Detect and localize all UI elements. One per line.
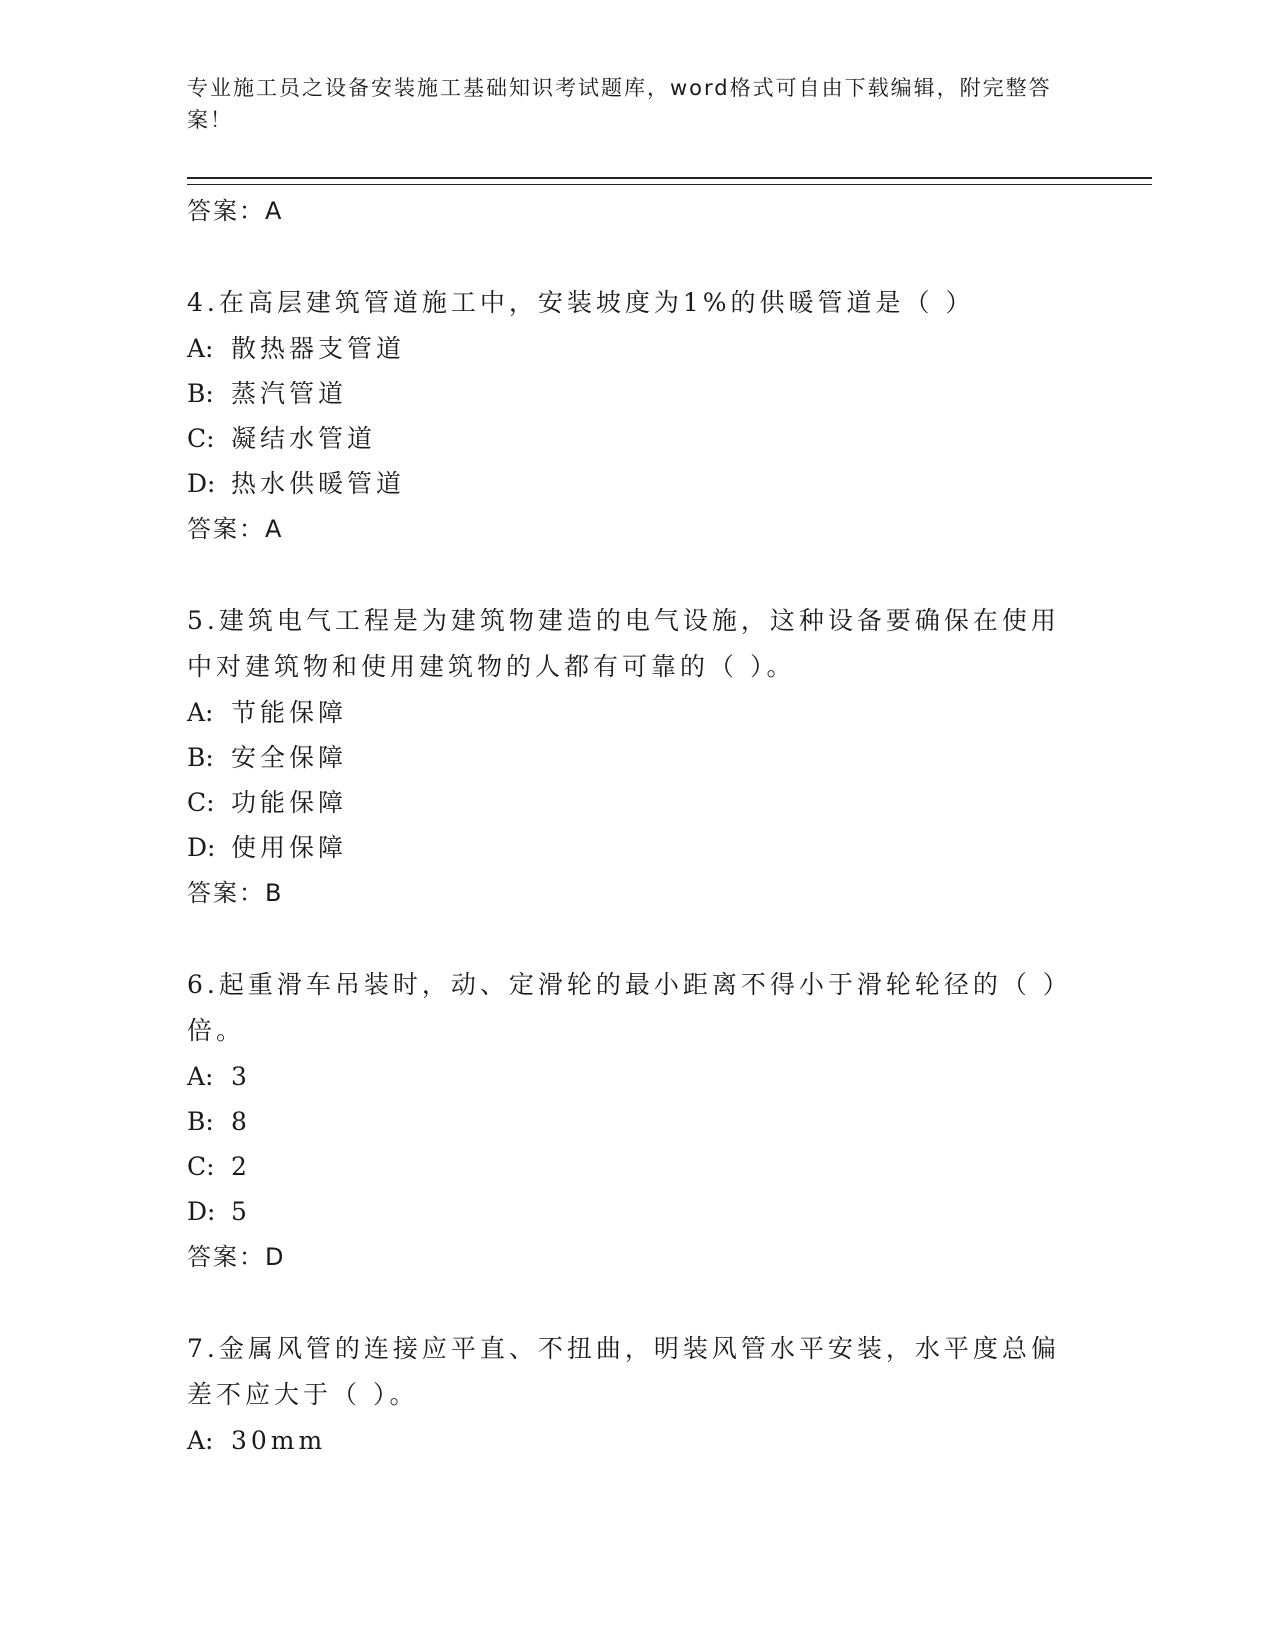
option-letter: D: bbox=[187, 833, 216, 862]
question-item bbox=[187, 598, 1067, 916]
option-letter: A: bbox=[187, 334, 214, 363]
option-letter: C: bbox=[187, 424, 215, 453]
option-text: 8 bbox=[231, 1107, 251, 1136]
answer-line: 答案：B bbox=[187, 879, 284, 907]
option-letter: B: bbox=[187, 379, 214, 408]
option-a bbox=[187, 1418, 1067, 1463]
option-text: 5 bbox=[231, 1197, 251, 1226]
header-divider bbox=[187, 177, 1152, 185]
option-text: 蒸汽管道 bbox=[231, 379, 348, 408]
option-c bbox=[187, 416, 1067, 461]
option-text: 热水供暖管道 bbox=[231, 469, 406, 498]
option-letter: D: bbox=[187, 1197, 216, 1226]
option-letter: A: bbox=[187, 1062, 214, 1091]
question-item bbox=[187, 962, 1067, 1280]
option-b bbox=[187, 1099, 1067, 1144]
option-b bbox=[187, 371, 1067, 416]
answer-line: 答案：A bbox=[187, 515, 284, 543]
question-stem: 5.建筑电气工程是为建筑物建造的电气设施，这种设备要确保在使用中对建筑物和使用建筑物的人都有可靠的（ ）。 bbox=[187, 606, 1060, 681]
option-d bbox=[187, 825, 1067, 870]
option-text: 功能保障 bbox=[231, 788, 348, 817]
option-d bbox=[187, 1189, 1067, 1234]
option-letter: D: bbox=[187, 469, 216, 498]
question-list bbox=[187, 188, 1067, 1463]
option-text: 散热器支管道 bbox=[231, 334, 406, 363]
option-a bbox=[187, 326, 1067, 371]
answer-line: 答案：A bbox=[187, 197, 284, 225]
option-c bbox=[187, 1144, 1067, 1189]
option-a bbox=[187, 690, 1067, 735]
question-item bbox=[187, 1326, 1067, 1463]
option-a bbox=[187, 1054, 1067, 1099]
option-text: 节能保障 bbox=[231, 698, 348, 727]
option-letter: B: bbox=[187, 743, 214, 772]
option-letter: C: bbox=[187, 1152, 215, 1181]
option-letter: A: bbox=[187, 1426, 214, 1455]
option-letter: C: bbox=[187, 788, 215, 817]
option-c bbox=[187, 780, 1067, 825]
option-text: 3 bbox=[231, 1062, 251, 1091]
option-text: 安全保障 bbox=[231, 743, 348, 772]
question-stem: 4.在高层建筑管道施工中，安装坡度为1%的供暖管道是（ ） bbox=[187, 288, 975, 317]
question-item bbox=[187, 280, 1067, 552]
option-d bbox=[187, 461, 1067, 506]
option-text: 30mm bbox=[231, 1426, 327, 1455]
document-header bbox=[187, 72, 1067, 136]
header-title: 专业施工员之设备安装施工基础知识考试题库，word格式可自由下载编辑，附完整答案！ bbox=[187, 76, 1052, 132]
question-stem: 6.起重滑车吊装时，动、定滑轮的最小距离不得小于滑轮轮径的（ ）倍。 bbox=[187, 970, 1060, 1045]
option-b bbox=[187, 735, 1067, 780]
question-stem: 7.金属风管的连接应平直、不扭曲，明装风管水平安装，水平度总偏差不应大于（ ）。 bbox=[187, 1334, 1060, 1409]
option-letter: B: bbox=[187, 1107, 214, 1136]
option-text: 使用保障 bbox=[231, 833, 348, 862]
option-text: 2 bbox=[231, 1152, 251, 1181]
option-letter: A: bbox=[187, 698, 214, 727]
option-text: 凝结水管道 bbox=[231, 424, 377, 453]
answer-line: 答案：D bbox=[187, 1243, 286, 1271]
